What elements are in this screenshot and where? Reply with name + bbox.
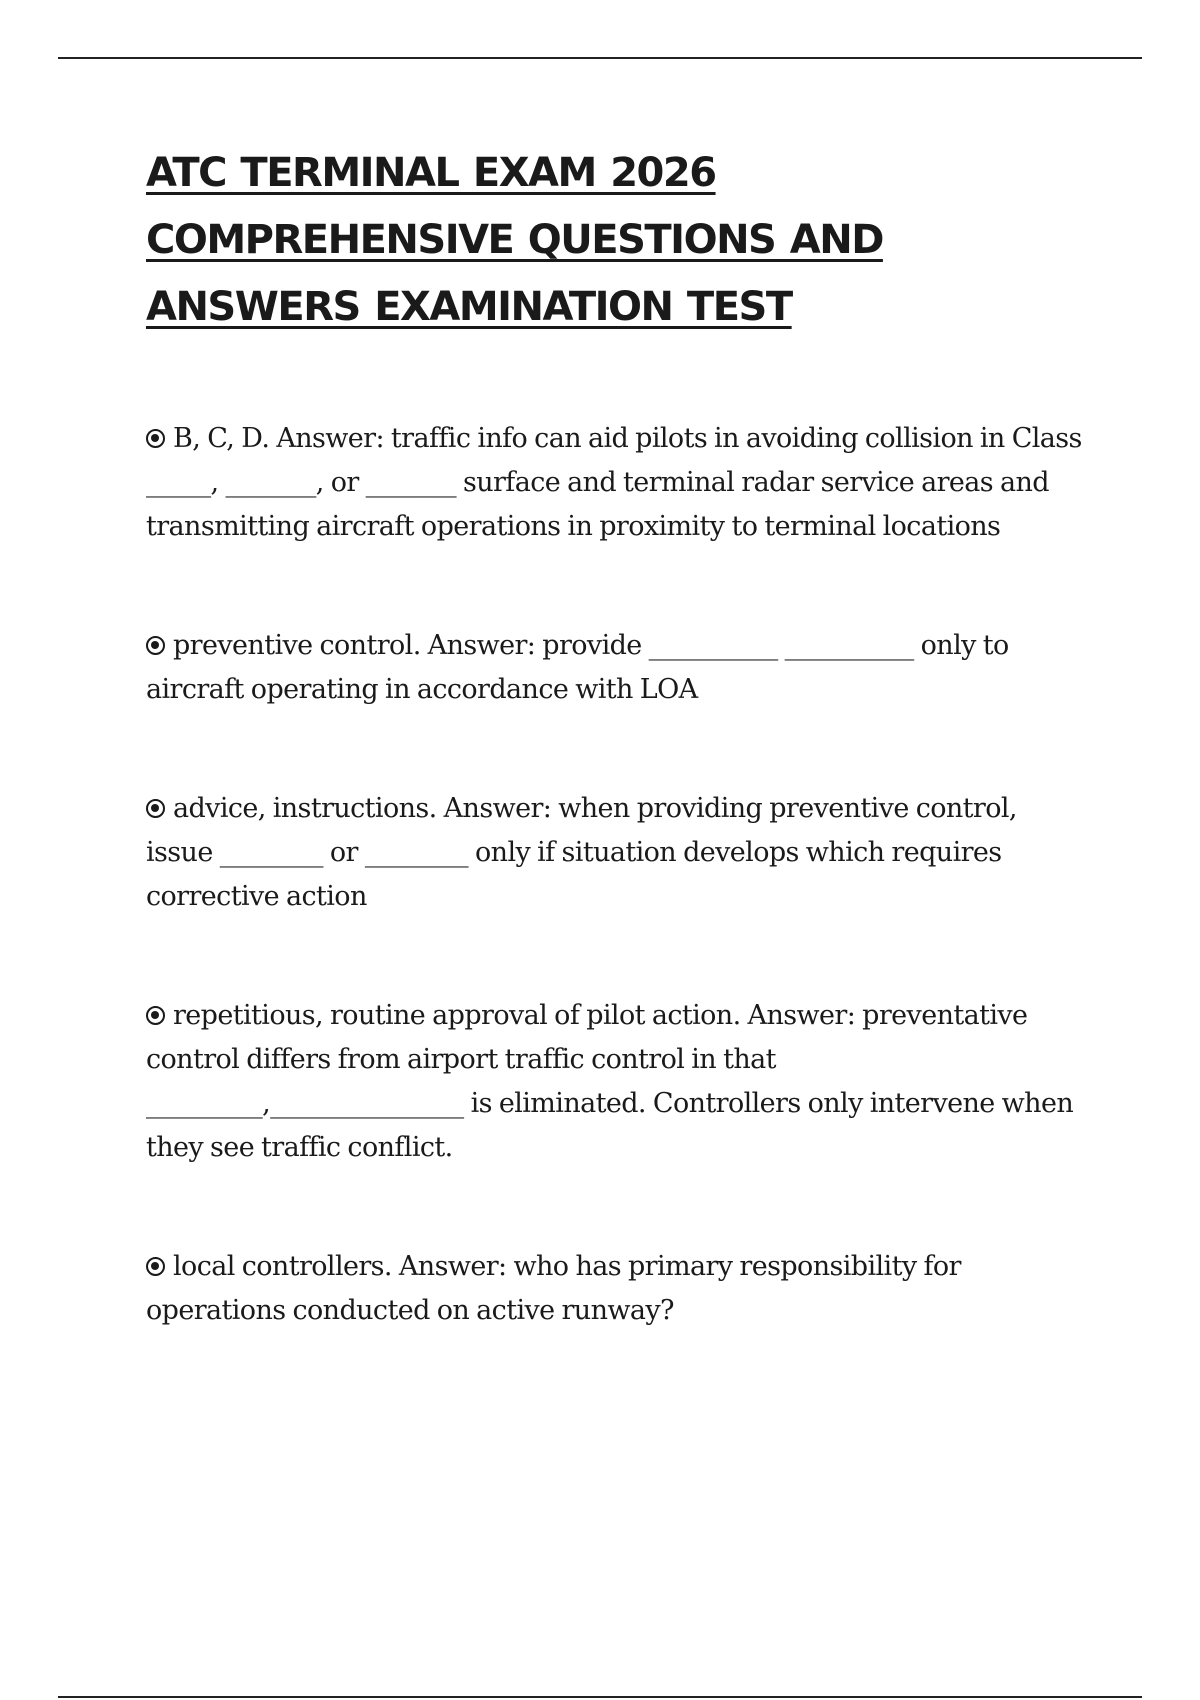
radio-bullet-icon (146, 1006, 165, 1025)
qa-item-text: local controllers. Answer: who has primary responsibility for operations conducted on active runway? (146, 1251, 961, 1326)
radio-bullet-icon (146, 429, 165, 448)
radio-bullet-icon (146, 1257, 165, 1276)
qa-item (146, 624, 1086, 712)
qa-item (146, 417, 1086, 549)
qa-item-text: preventive control. Answer: provide __________ __________ only to aircraft operating in accordance with LOA (146, 630, 1009, 705)
qa-item (146, 787, 1086, 919)
radio-bullet-icon (146, 799, 165, 818)
qa-item-text: B, C, D. Answer: traffic info can aid pilots in avoiding collision in Class _____, _______, or _______ surface and terminal radar service areas and transmitting aircraft operations in proximity to terminal locations (146, 423, 1082, 542)
document-body (146, 140, 1086, 1408)
qa-item-text: advice, instructions. Answer: when providing preventive control, issue ________ or ________ only if situation develops which requires corrective action (146, 793, 1017, 912)
radio-bullet-icon (146, 636, 165, 655)
qa-list (146, 417, 1086, 1333)
qa-item (146, 994, 1086, 1170)
top-rule (58, 57, 1142, 59)
qa-item (146, 1245, 1086, 1333)
bottom-rule (58, 1696, 1142, 1698)
document-title: ATC TERMINAL EXAM 2026 COMPREHENSIVE QUESTIONS AND ANSWERS EXAMINATION TEST (146, 150, 883, 330)
qa-item-text: repetitious, routine approval of pilot action. Answer: preventative control differs from airport traffic control in that _________,_______________ is eliminated. Controllers only intervene when they see traffic conflict. (146, 1000, 1074, 1163)
